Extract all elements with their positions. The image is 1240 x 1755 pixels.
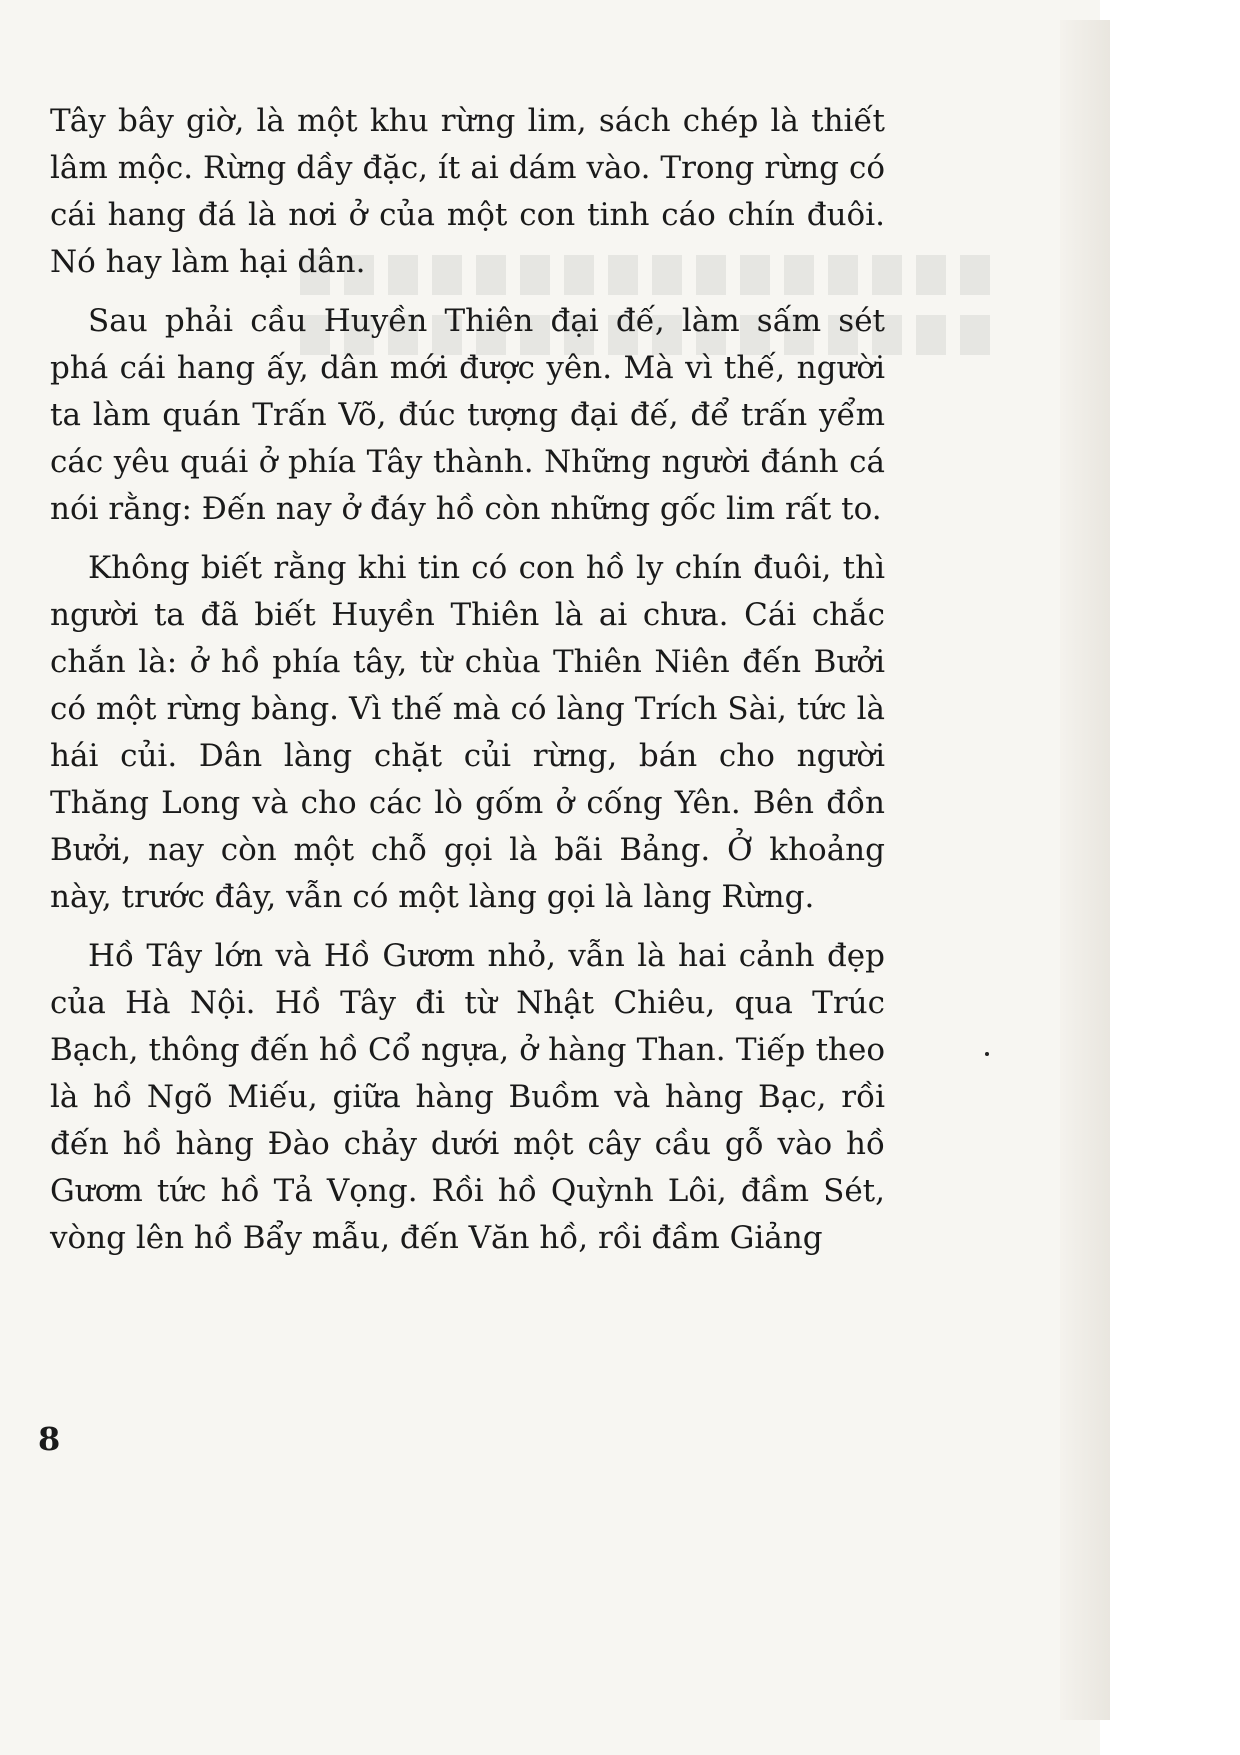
paragraph: Hồ Tây lớn và Hồ Gươm nhỏ, vẫn là hai cảnh đẹp của Hà Nội. Hồ Tây đi từ Nhật Chiêu, qua Trúc Bạch, thông đến hồ Cổ ngựa, ở hàng Than. Tiếp theo là hồ Ngõ Miếu, giữa hàng Buồm và hàng Bạc, rồi đến hồ hàng Đào chảy dưới một cây cầu gỗ vào hồ Gươm tức hồ Tả Vọng. Rồi hồ Quỳnh Lôi, đầm Sét, vòng lên hồ Bẩy mẫu, đến Văn hồ, rồi đầm Giảng [50,938,885,1256]
paragraph: Sau phải cầu Huyền Thiên đại đế, làm sấm sét phá cái hang ấy, dân mới được yên. Mà vì thế, người ta làm quán Trấn Võ, đúc tượng đại đế, để trấn yểm các yêu quái ở phía Tây thành. Những người đánh cá nói rằng: Đến nay ở đáy hồ còn những gốc lim rất to. [50,303,885,527]
page-number: 8 [38,1420,61,1458]
print-speck [985,1052,989,1056]
paragraph: Tây bây giờ, là một khu rừng lim, sách chép là thiết lâm mộc. Rừng dầy đặc, ít ai dám vào. Trong rừng có cái hang đá là nơi ở của một con tinh cáo chín đuôi. Nó hay làm hại dân. [50,103,885,280]
paragraph: Không biết rằng khi tin có con hồ ly chín đuôi, thì người ta đã biết Huyền Thiên là ai chưa. Cái chắc chắn là: ở hồ phía tây, từ chùa Thiên Niên đến Bưởi có một rừng bàng. Vì thế mà có làng Trích Sài, tức là hái củi. Dân làng chặt củi rừng, bán cho người Thăng Long và cho các lò gốm ở cống Yên. Bên đồn Bưởi, nay còn một chỗ gọi là bãi Bảng. Ở khoảng này, trước đây, vẫn có một làng gọi là làng Rừng. [50,550,885,915]
body-text [50,98,885,1274]
page-edge-shadow [1060,20,1110,1720]
